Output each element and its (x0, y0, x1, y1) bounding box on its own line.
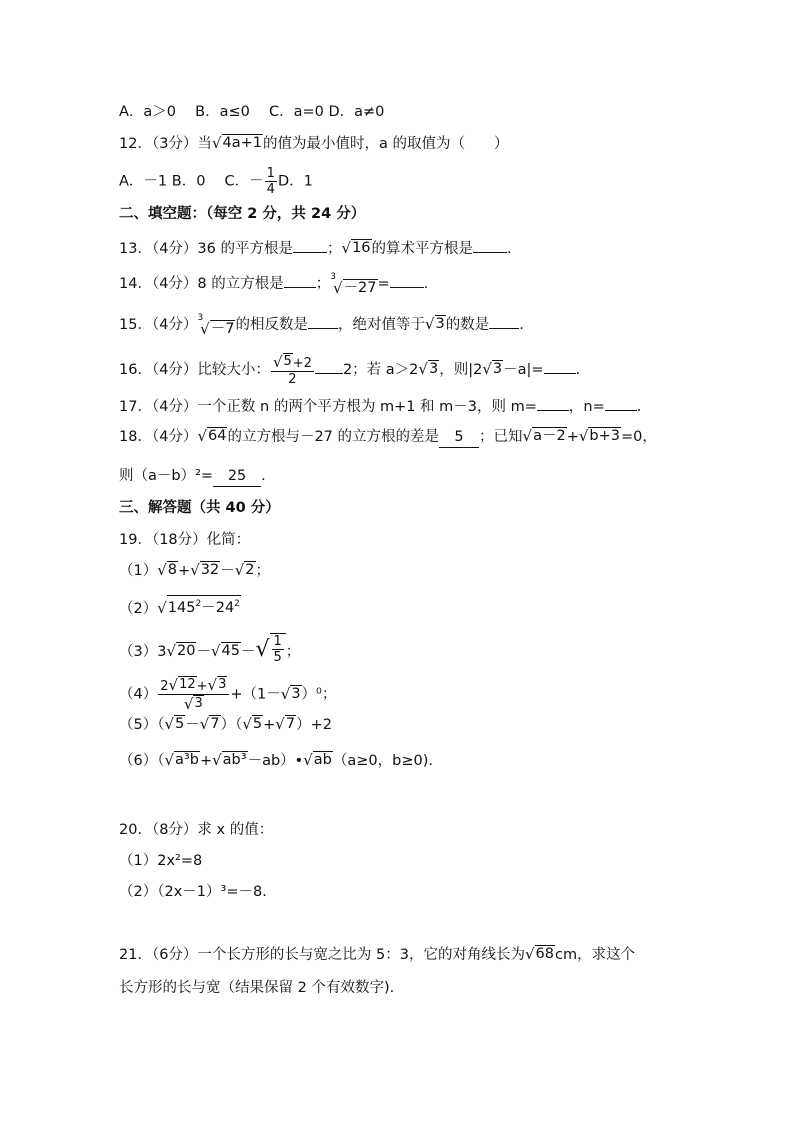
question-18-continued: 则（a－b）²= 25 . (119, 466, 266, 487)
q11-options: A．a＞0 B．a≤0 C．a=0 D．a≠0 (119, 104, 385, 120)
q19-part-5: （5）（ √ 5 － √ 7 ）（ √ 5 + √ 7 ）+2 (119, 715, 332, 733)
question-21-continued: 长方形的长与宽（结果保留 2 个有效数字). (119, 980, 395, 996)
question-21: 21．（6分）一个长方形的长与宽之比为 5：3，它的对角线长为 √ 68 cm，求这个 (119, 945, 636, 963)
q19-part-2: （2） √ $145^2-24^2$ (119, 595, 241, 619)
answer-25: 25 (213, 466, 261, 487)
q19-part-3: （3）3 √ 20 － √ 45 － √ $\frac{1}{5}$ ； (119, 634, 301, 665)
q19-part-1: （1） √ 8 + √ 32 － √ 2 ； (119, 561, 270, 579)
question-16: 16．（4分）比较大小： √ 5 +2 2 2；若 a＞2 √ 3 ，则|2 √ 3 －a|= . (119, 353, 581, 387)
question-14: 14．（4分）8 的立方根是 ； 3 √ －27 = . (119, 272, 429, 297)
section-2-heading: 二、填空题：（每空 2 分，共 24 分） (119, 206, 366, 222)
q12-head: 12．（3分）当 (119, 136, 212, 152)
question-18: 18．（4分） √ 64 的立方根与－27 的立方根的差是 5 ；已知 √ a－2 + √ b+3 =0， (119, 427, 657, 448)
question-15: 15．（4分） 3 √ －7 的相反数是 ，绝对值等于 √ 3 的数是 . (119, 313, 524, 338)
q19-part-6: （6）（ √ a³b + √ ab³ －ab）• √ ab （a≥0，b≥0). (119, 751, 433, 769)
question-20: 20．（8分）求 x 的值： (119, 822, 274, 838)
q19-part-4: （4） 2 √ 12 + √ 3 √ 3 +（1－ √ 3 ）⁰； (119, 676, 337, 713)
q20-part-1: （1）2x²=8 (119, 853, 203, 869)
radical: √ 4a+1 (211, 134, 262, 152)
question-13: 13．（4分）36 的平方根是 ； √ 16 的算术平方根是 . (119, 239, 512, 257)
question-17: 17．（4分）一个正数 n 的两个平方根为 m+1 和 m－3，则 m= ，n= . (119, 395, 641, 417)
fraction: $\frac{1}{4}$ (266, 166, 275, 197)
question-19: 19．（18分）化简： (119, 532, 251, 548)
q20-part-2: （2）（2x－1）³=－8. (119, 884, 267, 900)
q12-options: A．－1 B．0 C．－ $\frac{1}{4}$ D．1 (119, 166, 313, 197)
answer-5: 5 (439, 427, 479, 448)
question-12: 12．（3分）当 √ 4a+1 的值为最小值时，a 的取值为（ ） (119, 134, 509, 152)
section-3-heading: 三、解答题（共 40 分） (119, 500, 280, 516)
